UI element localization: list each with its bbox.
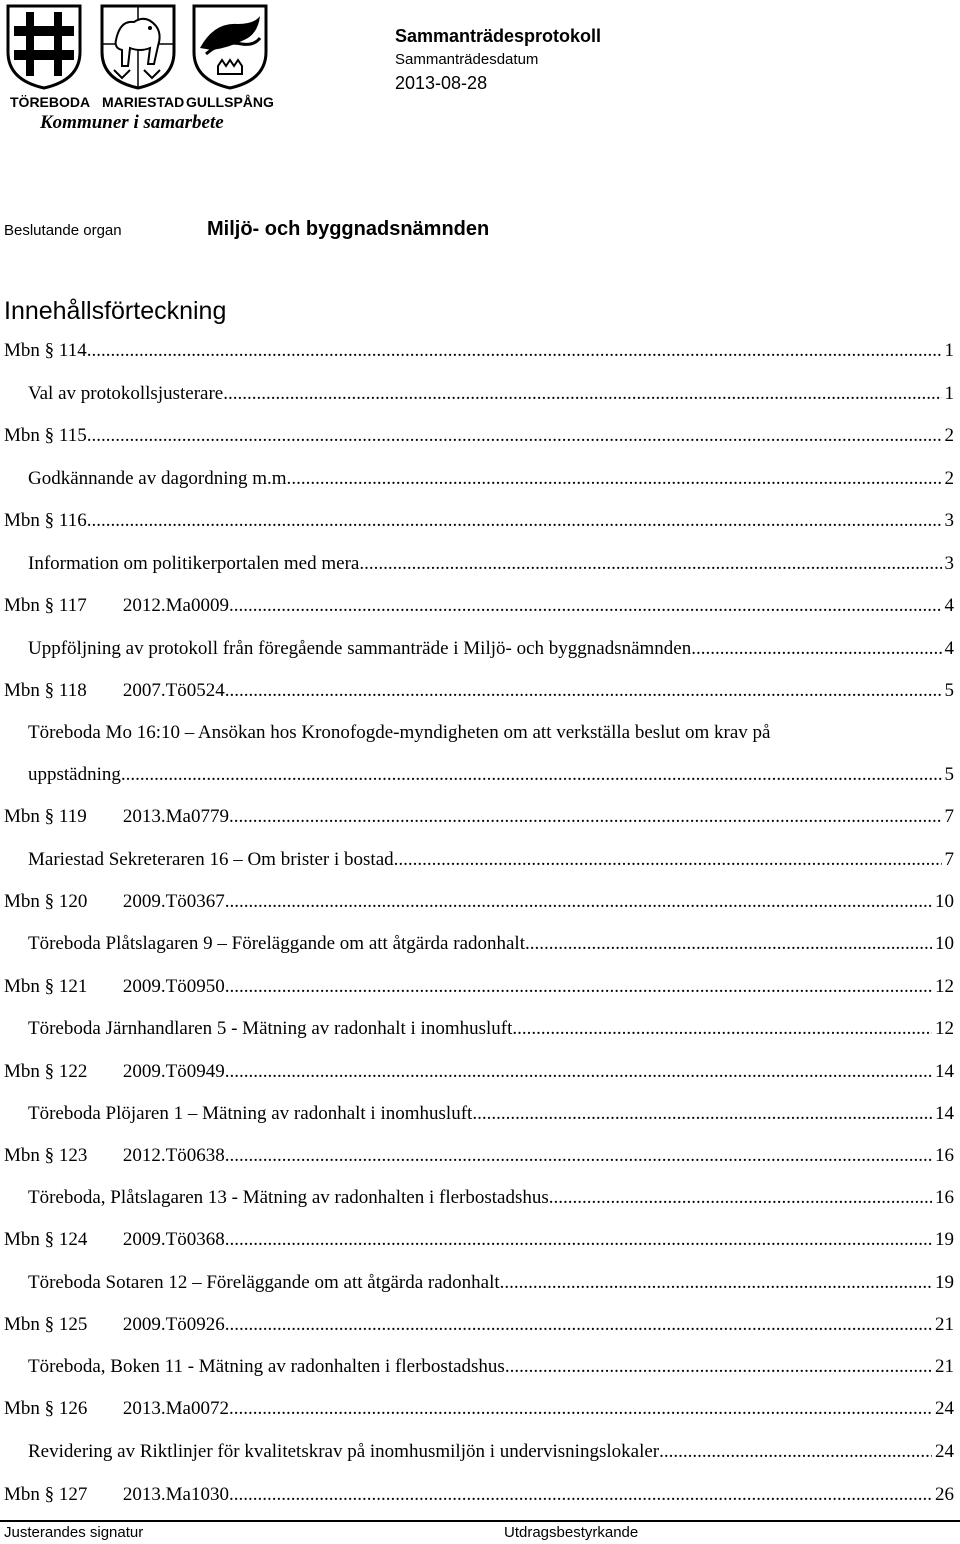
toc-heading: Innehållsförteckning bbox=[4, 297, 227, 325]
page-number: 19 bbox=[935, 1229, 954, 1250]
toc-entry-title: Töreboda Järnhandlaren 5 - Mätning av radonhalt i inomhusluft bbox=[28, 1018, 513, 1039]
municipality-name: TÖREBODA bbox=[10, 94, 91, 110]
paragraph-reference bbox=[4, 425, 91, 447]
case-reference: 2012.Ma0009. bbox=[122, 595, 234, 616]
section-sign-icon: § bbox=[39, 510, 59, 531]
page-number: 2 bbox=[944, 425, 954, 446]
paragraph-prefix: Mbn bbox=[4, 1314, 40, 1335]
dot-leader bbox=[549, 1187, 932, 1209]
page-number: 24 bbox=[935, 1441, 954, 1462]
municipality-names bbox=[10, 94, 274, 112]
section-sign-icon: § bbox=[39, 595, 59, 616]
toc-entry-title: Töreboda Sotaren 12 – Föreläggande om att åtgärda radonhalt bbox=[28, 1272, 500, 1293]
paragraph-prefix: Mbn bbox=[4, 891, 40, 912]
section-sign-icon: § bbox=[39, 340, 59, 361]
section-sign-icon: § bbox=[39, 1229, 59, 1250]
paragraph-prefix: Mbn bbox=[4, 425, 40, 446]
paragraph-prefix: Mbn bbox=[4, 1229, 40, 1250]
toc-paragraph-row[interactable] bbox=[4, 891, 954, 913]
section-sign-icon: § bbox=[39, 1398, 59, 1419]
paragraph-reference bbox=[4, 806, 234, 828]
toc-entry-row[interactable] bbox=[28, 1356, 954, 1378]
toc-paragraph-row[interactable] bbox=[4, 1061, 954, 1083]
meeting-date: 2013-08-28 bbox=[395, 73, 488, 93]
paragraph-prefix: Mbn bbox=[4, 1484, 40, 1505]
toc-paragraph-row[interactable] bbox=[4, 1145, 954, 1167]
case-reference: 2009.Tö0368. bbox=[122, 1229, 230, 1250]
dot-leader bbox=[234, 1484, 932, 1506]
page-number: 7 bbox=[944, 849, 954, 870]
toc-paragraph-row[interactable] bbox=[4, 806, 954, 828]
dot-leader bbox=[359, 553, 941, 575]
paragraph-number: 118 bbox=[58, 680, 87, 701]
toc-entry-row[interactable] bbox=[28, 1018, 954, 1040]
dot-leader bbox=[91, 510, 941, 532]
toreboda-shield-icon bbox=[6, 4, 82, 90]
section-sign-icon: § bbox=[39, 1484, 59, 1505]
case-reference: 2012.Tö0638. bbox=[122, 1145, 230, 1166]
page-number: 16 bbox=[935, 1145, 954, 1166]
dot-leader bbox=[691, 638, 941, 660]
dot-leader bbox=[500, 1272, 932, 1294]
dot-leader bbox=[230, 891, 932, 913]
toc-entry-title: Töreboda, Boken 11 - Mätning av radonhalten i flerbostadshus bbox=[28, 1356, 505, 1377]
page-number: 7 bbox=[944, 806, 954, 827]
toc-entry-title: Töreboda Plöjaren 1 – Mätning av radonhalt i inomhusluft bbox=[28, 1103, 473, 1124]
dot-leader bbox=[230, 1229, 932, 1251]
paragraph-reference bbox=[4, 1061, 230, 1083]
page-number: 3 bbox=[944, 510, 954, 531]
dot-leader bbox=[394, 849, 942, 871]
case-reference: 2007.Tö0524. bbox=[122, 680, 230, 701]
dot-leader bbox=[659, 1441, 932, 1463]
dot-leader bbox=[525, 933, 932, 955]
dot-leader bbox=[230, 976, 932, 998]
paragraph-reference bbox=[4, 1398, 234, 1420]
page-number: 14 bbox=[935, 1061, 954, 1082]
toc-entry-title: uppstädning bbox=[28, 764, 121, 785]
page-number: 19 bbox=[935, 1272, 954, 1293]
signature-label: Justerandes signatur bbox=[4, 1524, 144, 1541]
page-number: 10 bbox=[935, 933, 954, 954]
paragraph-reference bbox=[4, 595, 234, 617]
page-number: 26 bbox=[935, 1484, 954, 1505]
dot-leader bbox=[234, 806, 942, 828]
decision-body-label: Beslutande organ bbox=[4, 222, 122, 239]
meeting-date-label: Sammanträdesdatum bbox=[395, 51, 539, 68]
paragraph-number: 126 bbox=[58, 1398, 88, 1419]
toc-entry-title[interactable]: Töreboda Mo 16:10 – Ansökan hos Kronofogde-myndigheten om att verkställa beslut om krav på bbox=[28, 722, 771, 743]
paragraph-reference bbox=[4, 976, 230, 998]
paragraph-number: 114. bbox=[58, 340, 92, 361]
municipality-name: GULLSPÅNG bbox=[186, 94, 274, 110]
page-number: 21 bbox=[935, 1356, 954, 1377]
municipality-logo bbox=[6, 4, 274, 134]
toc-entry-row[interactable] bbox=[28, 1441, 954, 1463]
paragraph-prefix: Mbn bbox=[4, 1398, 40, 1419]
page-number: 5 bbox=[944, 680, 954, 701]
dot-leader bbox=[121, 764, 942, 786]
paragraph-number: 127 bbox=[58, 1484, 88, 1505]
section-sign-icon: § bbox=[39, 891, 59, 912]
paragraph-reference bbox=[4, 680, 230, 702]
page-number: 12 bbox=[935, 1018, 954, 1039]
paragraph-prefix: Mbn bbox=[4, 1061, 40, 1082]
toc-paragraph-row[interactable] bbox=[4, 595, 954, 617]
toc-entry-title: Information om politikerportalen med mera bbox=[28, 553, 360, 574]
page-number: 24 bbox=[935, 1398, 954, 1419]
toc-entry-row[interactable] bbox=[28, 638, 954, 660]
paragraph-number: 125 bbox=[58, 1314, 88, 1335]
toc-paragraph-row[interactable] bbox=[4, 1314, 954, 1336]
case-reference: 2009.Tö0926. bbox=[122, 1314, 230, 1335]
dot-leader bbox=[223, 383, 941, 405]
toc-entry-row[interactable] bbox=[28, 849, 954, 871]
paragraph-number: 119 bbox=[58, 806, 87, 827]
toc-paragraph-row[interactable] bbox=[4, 680, 954, 702]
footer-divider bbox=[0, 1520, 960, 1522]
toc-paragraph-row[interactable] bbox=[4, 976, 954, 998]
toc-entry-title: Revidering av Riktlinjer för kvalitetskrav på inomhusmiljön i undervisningslokaler bbox=[28, 1441, 660, 1462]
dot-leader bbox=[472, 1103, 932, 1125]
paragraph-number: 121 bbox=[58, 976, 88, 997]
paragraph-prefix: Mbn bbox=[4, 976, 40, 997]
page-number: 10 bbox=[935, 891, 954, 912]
toc-entry-row[interactable] bbox=[28, 1187, 954, 1209]
section-sign-icon: § bbox=[39, 425, 59, 446]
page-number: 21 bbox=[935, 1314, 954, 1335]
page-number: 3 bbox=[944, 553, 954, 574]
dot-leader bbox=[230, 680, 942, 702]
section-sign-icon: § bbox=[39, 976, 59, 997]
toc-entry-row[interactable] bbox=[28, 933, 954, 955]
toc-entry-title: Godkännande av dagordning m.m. bbox=[28, 468, 292, 489]
toc-entry-title: Mariestad Sekreteraren 16 – Om brister i bostad bbox=[28, 849, 394, 870]
dot-leader bbox=[91, 340, 941, 362]
paragraph-reference bbox=[4, 1145, 230, 1167]
page-number: 1 bbox=[944, 340, 954, 361]
dot-leader bbox=[91, 425, 941, 447]
dot-leader bbox=[230, 1145, 932, 1167]
toc-entry-title: Val av protokollsjusterare bbox=[28, 383, 224, 404]
certificate-label: Utdragsbestyrkande bbox=[504, 1524, 639, 1541]
page-number: 12 bbox=[935, 976, 954, 997]
paragraph-reference bbox=[4, 891, 230, 913]
case-reference: 2013.Ma1030. bbox=[122, 1484, 234, 1505]
toc-entry-title: Töreboda, Plåtslagaren 13 - Mätning av radonhalten i flerbostadshus bbox=[28, 1187, 549, 1208]
paragraph-reference bbox=[4, 510, 91, 532]
paragraph-prefix: Mbn bbox=[4, 340, 40, 361]
paragraph-number: 123 bbox=[58, 1145, 88, 1166]
paragraph-number: 124 bbox=[58, 1229, 88, 1250]
toc-entry-row[interactable] bbox=[28, 553, 954, 575]
paragraph-reference bbox=[4, 1484, 234, 1506]
paragraph-prefix: Mbn bbox=[4, 1145, 40, 1166]
dot-leader bbox=[505, 1356, 932, 1378]
decision-body-name: Miljö- och byggnadsnämnden bbox=[207, 218, 490, 240]
section-sign-icon: § bbox=[39, 1314, 59, 1335]
section-sign-icon: § bbox=[39, 1061, 59, 1082]
toc-paragraph-row[interactable] bbox=[4, 510, 954, 532]
paragraph-reference bbox=[4, 1314, 230, 1336]
paragraph-prefix: Mbn bbox=[4, 806, 40, 827]
page-number: 4 bbox=[944, 638, 954, 659]
paragraph-prefix: Mbn bbox=[4, 680, 40, 701]
section-sign-icon: § bbox=[39, 680, 59, 701]
page-number: 4 bbox=[944, 595, 954, 616]
section-sign-icon: § bbox=[39, 1145, 59, 1166]
dot-leader bbox=[230, 1061, 932, 1083]
toc-paragraph-row[interactable] bbox=[4, 1484, 954, 1506]
paragraph-number: 116. bbox=[58, 510, 92, 531]
paragraph-number: 117 bbox=[58, 595, 87, 616]
page-number: 16 bbox=[935, 1187, 954, 1208]
municipality-name: MARIESTAD bbox=[102, 94, 185, 110]
toc-paragraph-row[interactable] bbox=[4, 425, 954, 447]
paragraph-reference bbox=[4, 340, 91, 362]
toc-entry-title: Töreboda Plåtslagaren 9 – Föreläggande om att åtgärda radonhalt bbox=[28, 933, 525, 954]
dot-leader bbox=[291, 468, 941, 490]
toc-entry-row[interactable] bbox=[28, 1103, 954, 1125]
paragraph-number: 122 bbox=[58, 1061, 88, 1082]
mariestad-shield-icon bbox=[100, 4, 176, 90]
gullspang-shield-icon bbox=[192, 4, 268, 90]
case-reference: 2009.Tö0950. bbox=[122, 976, 230, 997]
logo-subtitle: Kommuner i samarbete bbox=[40, 112, 224, 133]
dot-leader bbox=[234, 595, 942, 617]
case-reference: 2013.Ma0779. bbox=[122, 806, 234, 827]
paragraph-number: 115. bbox=[58, 425, 92, 446]
case-reference: 2013.Ma0072. bbox=[122, 1398, 234, 1419]
case-reference: 2009.Tö0367. bbox=[122, 891, 230, 912]
page-number: 2 bbox=[944, 468, 954, 489]
toc-entry-row[interactable] bbox=[28, 468, 954, 490]
case-reference: 2009.Tö0949. bbox=[122, 1061, 230, 1082]
toc-paragraph-row[interactable] bbox=[4, 340, 954, 362]
page-number: 14 bbox=[935, 1103, 954, 1124]
paragraph-number: 120 bbox=[58, 891, 88, 912]
dot-leader bbox=[512, 1018, 932, 1040]
toc-paragraph-row[interactable] bbox=[4, 1229, 954, 1251]
page-number: 1 bbox=[944, 383, 954, 404]
toc-paragraph-row[interactable] bbox=[4, 1398, 954, 1420]
dot-leader bbox=[230, 1314, 932, 1336]
toc-entry-row[interactable] bbox=[28, 764, 954, 786]
section-sign-icon: § bbox=[39, 806, 59, 827]
toc-entry-title: Uppföljning av protokoll från föregående sammanträde i Miljö- och byggnadsnämnden bbox=[28, 638, 692, 659]
page-number: 5 bbox=[944, 764, 954, 785]
toc-entry-row[interactable] bbox=[28, 1272, 954, 1294]
paragraph-reference bbox=[4, 1229, 230, 1251]
dot-leader bbox=[234, 1398, 932, 1420]
paragraph-prefix: Mbn bbox=[4, 595, 40, 616]
document-title: Sammanträdesprotokoll bbox=[395, 26, 602, 46]
toc-entry-row[interactable] bbox=[28, 383, 954, 405]
paragraph-prefix: Mbn bbox=[4, 510, 40, 531]
